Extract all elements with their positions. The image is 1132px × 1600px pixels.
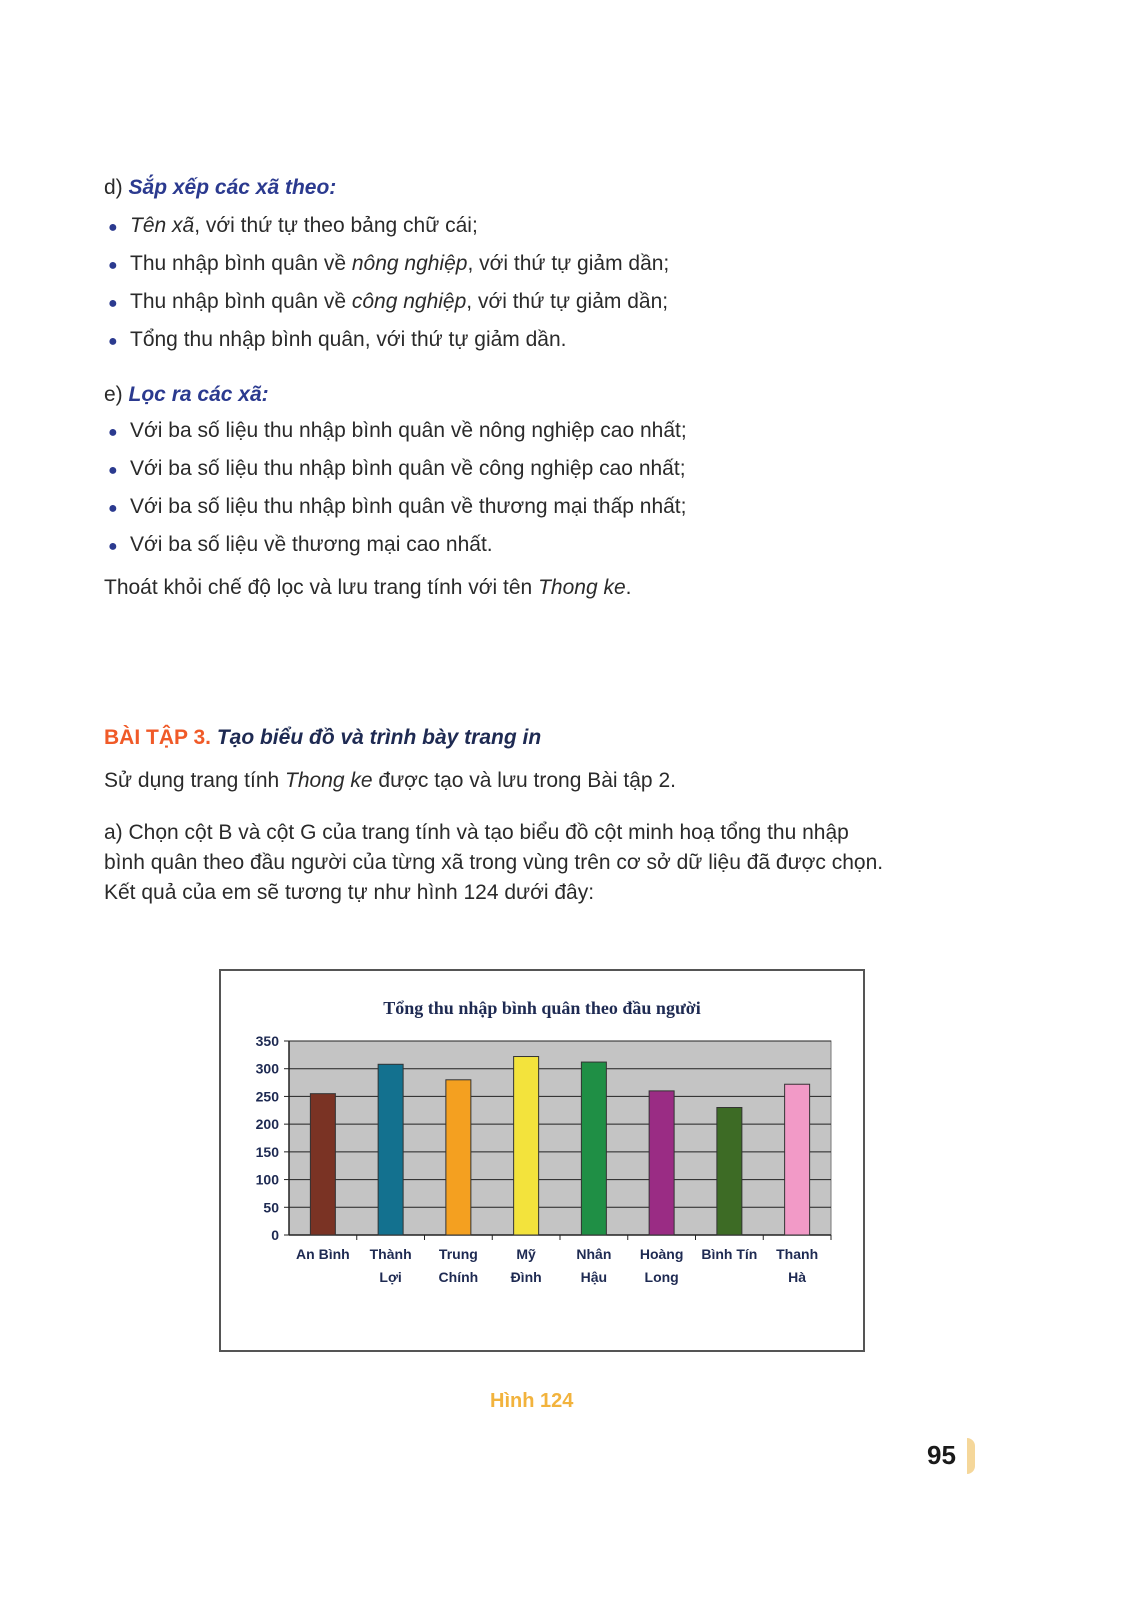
plot-background bbox=[289, 1041, 831, 1235]
chart-plot-area bbox=[256, 1033, 831, 1285]
closing-sheet-name: Thong ke bbox=[538, 576, 626, 599]
exercise3-heading bbox=[104, 725, 541, 751]
intro-sheet-name: Thong ke bbox=[285, 769, 373, 792]
section-d-list-item bbox=[108, 289, 668, 317]
x-tick-label: Lợi bbox=[379, 1269, 402, 1285]
exercise3-para-line-1: a) Chọn cột B và cột G của trang tính và tạo biểu đồ cột minh hoạ tổng thu nhập bbox=[104, 821, 849, 844]
x-tick-label: Bình Tín bbox=[701, 1246, 758, 1262]
figure-caption: Hình 124 bbox=[490, 1390, 574, 1412]
section-d-text: nông nghiệp bbox=[351, 252, 468, 275]
x-tick-label: An Bình bbox=[296, 1246, 350, 1262]
bar-chart bbox=[221, 971, 863, 1350]
section-d-text: Tên xã bbox=[130, 214, 195, 237]
section-d-text: Tổng thu nhập bình quân, với thứ tự giảm dần. bbox=[130, 328, 567, 351]
bullet-icon: ● bbox=[108, 500, 118, 517]
section-d-label: d) bbox=[104, 176, 123, 199]
section-d-title: Sắp xếp các xã theo: bbox=[128, 176, 337, 199]
bullet-icon: ● bbox=[108, 219, 118, 236]
y-tick-label: 0 bbox=[271, 1227, 279, 1243]
chart-figure bbox=[219, 969, 865, 1352]
chart-bar bbox=[514, 1057, 539, 1235]
section-d-text: công nghiệp bbox=[351, 290, 467, 313]
section-e-title: Lọc ra các xã: bbox=[128, 383, 269, 406]
chart-title: Tổng thu nhập bình quân theo đầu người bbox=[383, 998, 701, 1018]
y-tick-label: 150 bbox=[255, 1143, 279, 1160]
chart-bar bbox=[649, 1091, 674, 1235]
bullet-icon: ● bbox=[108, 257, 118, 274]
bullet-icon: ● bbox=[108, 295, 118, 312]
x-tick-label: Chính bbox=[438, 1269, 479, 1285]
page-tab-decoration bbox=[967, 1438, 975, 1474]
section-d-text: Thu nhập bình quân về bbox=[130, 252, 352, 275]
section-d-list-item bbox=[108, 327, 567, 355]
y-tick-label: 350 bbox=[255, 1033, 279, 1049]
y-tick-label: 300 bbox=[255, 1060, 279, 1077]
section-d-text: , với thứ tự giảm dần; bbox=[467, 252, 670, 275]
section-e-closing bbox=[104, 575, 631, 601]
section-d-text: , với thứ tự giảm dần; bbox=[466, 290, 669, 313]
y-tick-label: 200 bbox=[255, 1116, 279, 1133]
section-e-list-item bbox=[108, 418, 687, 446]
section-e-list-item bbox=[108, 456, 686, 484]
x-tick-label: Trung bbox=[438, 1246, 478, 1262]
x-tick-label: Thanh bbox=[776, 1246, 819, 1262]
x-tick-label: Hậu bbox=[580, 1269, 608, 1285]
section-d-list-item bbox=[108, 251, 669, 279]
page-number: 95 bbox=[927, 1440, 956, 1470]
chart-bar bbox=[310, 1094, 335, 1235]
y-tick-label: 100 bbox=[255, 1171, 279, 1188]
section-e-heading bbox=[104, 382, 269, 408]
intro-end: được tạo và lưu trong Bài tập 2. bbox=[372, 769, 676, 792]
x-tick-label: Long bbox=[644, 1269, 679, 1285]
section-e-text: Với ba số liệu về thương mại cao nhất. bbox=[130, 533, 493, 556]
intro-text: Sử dụng trang tính bbox=[104, 769, 286, 792]
x-tick-label: Đình bbox=[510, 1269, 542, 1285]
bullet-icon: ● bbox=[108, 538, 118, 555]
chart-bar bbox=[717, 1108, 742, 1235]
x-tick-label: Mỹ bbox=[516, 1246, 536, 1262]
y-tick-label: 50 bbox=[263, 1199, 279, 1216]
section-d-text: , với thứ tự theo bảng chữ cái; bbox=[194, 214, 478, 237]
section-e-text: Với ba số liệu thu nhập bình quân về công nghiệp cao nhất; bbox=[130, 457, 686, 480]
exercise3-title: Tạo biểu đồ và trình bày trang in bbox=[216, 726, 542, 749]
chart-bar bbox=[378, 1064, 403, 1235]
section-e-list-item bbox=[108, 532, 493, 560]
section-d-heading bbox=[104, 175, 336, 201]
chart-bar bbox=[446, 1080, 471, 1235]
section-d-list-item bbox=[108, 213, 478, 241]
chart-bar bbox=[785, 1084, 810, 1235]
closing-end: . bbox=[625, 576, 632, 599]
section-e-text: Với ba số liệu thu nhập bình quân về thương mại thấp nhất; bbox=[130, 495, 687, 518]
x-tick-label: Hoàng bbox=[639, 1246, 684, 1262]
section-e-list-item bbox=[108, 494, 686, 522]
section-e-text: Với ba số liệu thu nhập bình quân về nông nghiệp cao nhất; bbox=[130, 419, 687, 442]
x-tick-label: Thành bbox=[369, 1246, 412, 1262]
x-tick-label: Nhân bbox=[576, 1246, 612, 1262]
x-tick-label: Hà bbox=[788, 1269, 807, 1285]
exercise3-intro bbox=[104, 768, 676, 794]
chart-bar bbox=[581, 1062, 606, 1235]
section-d-text: Thu nhập bình quân về bbox=[130, 290, 352, 313]
exercise3-label: BÀI TẬP 3. bbox=[104, 726, 211, 749]
exercise3-para-line-3: Kết quả của em sẽ tương tự như hình 124 dưới đây: bbox=[104, 881, 595, 904]
exercise3-para-line-2: bình quân theo đầu người của từng xã trong vùng trên cơ sở dữ liệu đã được chọn. bbox=[104, 851, 884, 874]
y-tick-label: 250 bbox=[255, 1088, 279, 1105]
section-e-label: e) bbox=[104, 383, 123, 406]
bullet-icon: ● bbox=[108, 462, 118, 479]
closing-text: Thoát khỏi chế độ lọc và lưu trang tính với tên bbox=[104, 576, 539, 599]
bullet-icon: ● bbox=[108, 333, 118, 350]
bullet-icon: ● bbox=[108, 424, 118, 441]
